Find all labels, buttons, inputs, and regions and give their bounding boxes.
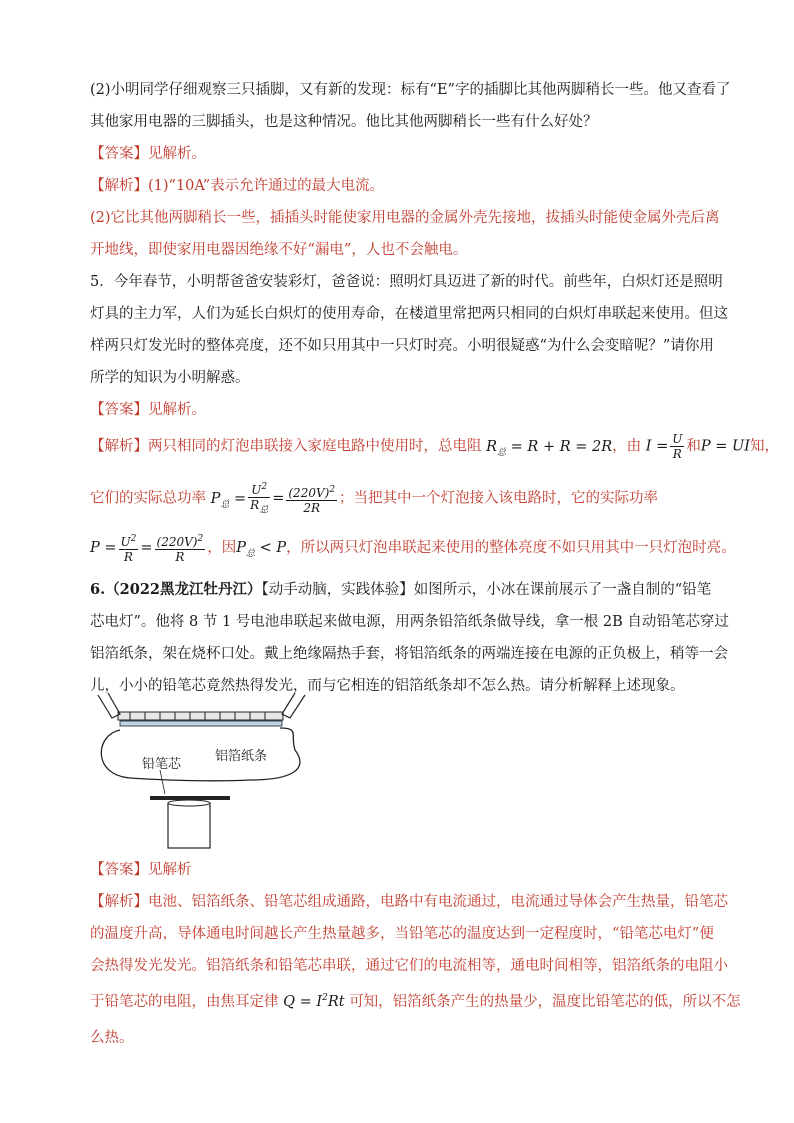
q4-part2-line1: (2)小明同学仔细观察三只插脚，又有新的发现：标有“E”字的插脚比其他两脚稍长一些。他又查看了 [90,82,731,98]
left-hand [98,693,120,718]
q4-analysis-1: 【解析】(1)“10A”表示允许通过的最大电流。 [90,178,385,194]
formula-compare: $P_总 < P$ [236,540,287,559]
q5-line2: 灯具的主力军，人们为延长白炽灯的使用寿命，在楼道里常把两只相同的白炽灯串联起来使用。但这 [90,306,728,322]
beaker [168,803,210,848]
formula-total-power: $P_总$ = [210,490,247,510]
formula-ohm: I = [645,438,669,455]
analysis-text: ；当把其中一个灯泡接入该电路时，它的实际功率 [339,490,659,507]
q6-analysis-3: 会热得发光发光。铝箔纸条和铅笔芯串联，通过它们的电流相等，通电时间相等，铝箔纸条的电阻小 [90,958,728,974]
analysis-text: ，因 [207,540,237,556]
formula-power: P = UI [700,438,750,455]
q5-line4: 所学的知识为小明解惑。 [90,370,250,386]
q6-line3: 铝箔纸条，架在烧杯口处。戴上绝缘隔热手套，将铝箔纸条的两端连接在电源的正负极上，稍等一会 [90,646,728,662]
q6-analysis-5: 么热。 [90,1030,134,1046]
label-foil-strip: 铝箔纸条 [215,749,268,764]
q6-analysis-2: 的温度升高，导体通电时间越长产生热量越多，当铅笔芯的温度达到一定程度时，“铅笔芯电灯”便 [90,926,714,942]
q5-line3: 样两只灯发光时的整体亮度，还不如只用其中一只灯时亮。小明很疑惑“为什么会变暗呢？”请你用 [90,338,714,354]
q4-part2-line2: 其他家用电器的三脚插头，也是这种情况。他比其他两脚稍长一些有什么好处？ [90,114,598,130]
q4-analysis-2a: (2)它比其他两脚稍长一些，插插头时能使家用电器的金属外壳先接地，拔插头时能使金属外壳后离 [90,210,720,226]
foil-bar [120,721,282,726]
question-source: （2022黑龙江牡丹江） [105,581,262,598]
fraction-u2-over-rtotal: $\frac{U^2}{R_总}$ [250,482,269,516]
formula-joule: $Q = I^2Rt$ [278,993,350,1010]
analysis-text: ，所以两只灯泡串联起来使用的整体亮度不如只用其中一只灯泡时亮。 [286,540,736,556]
analysis-text: 知， [749,438,779,455]
analysis-text: 它们的实际总功率 [90,490,206,507]
q6-answer: 【答案】见解析 [90,862,192,878]
right-hand [282,693,305,718]
fraction-u-over-r: $\frac{U}{R}$ [672,432,683,461]
question-number: 6. [90,581,106,598]
analysis-text: 两只相同的灯泡串联接入家庭电路中使用时，总电阻 [148,438,482,455]
analysis-text: 和 [686,438,701,455]
q6-line4: 儿，小小的铅笔芯竟然热得发光，而与它相连的铝箔纸条却不怎么热。请分析解释上述现象。 [90,678,685,694]
q5-analysis-line2: 它们的实际总功率 $P_总$ = $\frac{U^2}{R_总}$ = $\frac{(220V)^2}{2R}$ ；当把其中一个灯泡接入该电路时，它的实际功率 [90,482,659,516]
q6-line2: 芯电灯”。他将 8 节 1 号电池串联起来做电源，用两条铅箔纸条做导线，拿一根 2B 自动铅笔芯穿过 [90,614,729,630]
analysis-text: 于铅笔芯的电阻，由焦耳定律 [90,993,279,1010]
formula-single-power: P = [90,540,117,556]
analysis-text: 可知，铝箔纸条产生的热量少，温度比铅笔芯的低，所以不怎 [349,993,741,1010]
fraction-u2-over-r: $\frac{U^2}{R}$ [120,534,137,564]
q6-analysis-1: 【解析】电池、铝箔纸条、铅笔芯组成通路，电路中有电流通过，电流通过导体会产生热量，铅笔芯 [90,894,728,910]
q5-analysis-line3: P = $\frac{U^2}{R}$ = $\frac{(220V)^2}{R}$ ，因$P_总 < P$，所以两只灯泡串联起来使用的整体亮度不如只用其中一只灯泡时亮。 [90,534,736,564]
q4-analysis-2b: 开地线，即使家用电器因绝缘不好“漏电”，人也不会触电。 [90,242,468,258]
analysis-prefix: 【解析】 [90,438,148,455]
pencil-lamp-figure [90,690,320,850]
pencil-lead-on-beaker [150,796,230,800]
pencil-lead-top [118,712,283,720]
q5-line1: 5．今年春节，小明帮爸爸安装彩灯，爸爸说：照明灯具迈进了新的时代。前些年，白炽灯还是照明 [90,274,723,290]
fraction-220-over-r: $\frac{(220V)^2}{R}$ [156,534,204,564]
analysis-text: ，由 [612,438,642,455]
q5-analysis-line1 [90,432,779,462]
question-text: 【动手动脑，实践体验】如图所示，小冰在课前展示了一盏自制的“铅笔 [261,582,712,598]
q6-line1 [90,580,711,600]
q5-answer: 【答案】见解析。 [90,402,206,418]
label-pencil-lead: 铅笔芯 [142,757,182,772]
foil-strip-outline [101,728,300,781]
q6-analysis-4 [90,988,741,1012]
q4-answer: 【答案】见解析。 [90,146,206,162]
formula-total-resistance: $R_总 = R + R = 2R$ [486,438,613,458]
fraction-220-over-2r: $\frac{(220V)^2}{2R}$ [288,484,336,515]
beaker-rim [168,800,210,806]
